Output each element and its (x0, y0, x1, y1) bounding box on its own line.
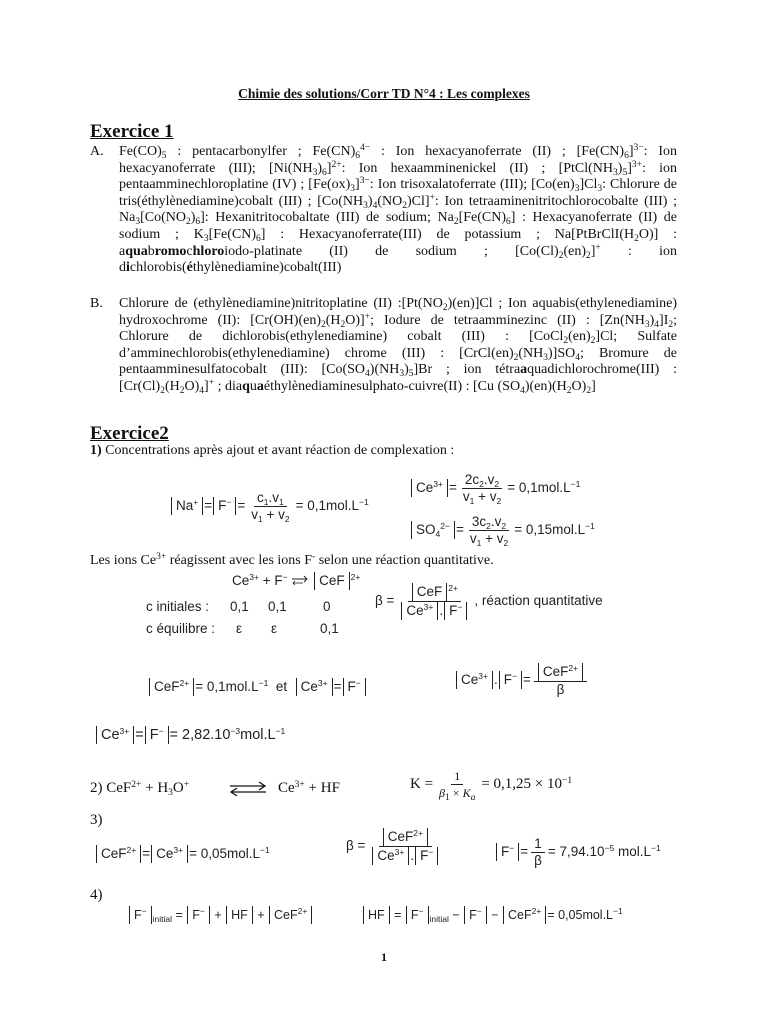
question-2-line: 2) $CeF^{2+} + H_3O^+$ (90, 780, 190, 798)
ions-sentence-part-3: selon une réaction quantitative. (315, 553, 494, 568)
equation-na-f: Na+ = F− = $\frac{c_1.v_1}{v_1 + v_2}$ = $0,1mol.L^{-1}$ (170, 490, 369, 523)
complexation-reaction: $Ce^{3+} + F^-$ CeF $^{2+}$ (232, 572, 361, 588)
beta-definition: β = $\frac{CeF ^{2+}}{Ce^{3+} . F^-}$ , réaction quantitative (375, 583, 603, 618)
question-4-number: 4) (90, 887, 103, 903)
equation-q4-balance: $F^-_{initial} = F^-$ + HF + CeF$^{2+}$ (128, 906, 313, 924)
exercise-1-part-a: $Fe(CO)_5$ : pentacarbonylfer ; $Fe(CN)_6^{4-}$ : Ion hexacyanoferrate (II) ; $[Fe(CN)_6]^{3-}$: Ion hexacyanoferrate (III); $[Ni(NH_3)_6]^{2+}$: Ion hexaamminenickel (II) ; $[PtCl(NH_3)_5]^{3+}$: ion pentaamminechloroplatine (IV) ; $[Fe(ox)_3]^{3-}$: Ion trisoxalatoferrate (III); $[Co(en)_3]Cl_3$: Chlorure de tris(éthylènediamine)cobalt (III) ; $[Co(NH_3)_4(NO_2)Cl]^+$: Ion tetraaminenitritochlorocobalte (III) ; $Na_3[Co(NO_2)_6]$: Hexanitritocobaltate (III) de sodium; $Na_2[Fe(CN)_6]$ : Hexacyanoferrate (II) de sodium ; $K_3[Fe(CN)_6]$ : Hexacyanoferrate(III) de potassium ; $Na[PtBrClI(H_2O)]$ : aquabromochloroiodo-platinate (II) de sodium ; $[Co(Cl)_2(en)_2]^+$ : ion dichlorobis(éthylènediamine)cobalt(III) (119, 143, 678, 276)
c-init-value: 0,1 (268, 599, 287, 614)
equation-product: $Ce^{3+}$ . F− = $\frac{CeF^{2+}}{\beta}$ (455, 663, 590, 698)
c-eq-value: ε (236, 621, 243, 636)
question-1-text: Concentrations après ajout et avant réaction de complexation : (105, 443, 455, 458)
equation-q3-f: F− = $\frac{1}{\beta}$ = $7,94.10^{-5}$ $mol.L^{-1}$ (495, 836, 661, 869)
equation-cef-equilibrium: $CeF^{2+} = 0,1mol.L^{-1}$ et $Ce^{3+} = F^-$ (148, 678, 367, 696)
equation-q4-hf: HF = $F^-_{initial} - F^- - CeF^{2+} = 0,05mol.L^{-1}$ (362, 906, 623, 924)
value-ce-final: = 2,82.10 (169, 727, 231, 743)
c-equilibre-label: c équilibre : (146, 621, 216, 636)
exercise-1-part-b: Chlorure de (ethylènediamine)nitritoplatine (II) $:[Pt(NO_2)(en)]Cl$ ; Ion aquabis(ethylenediamine) hydroxochrome (II): $[Cr(OH)(en)_2(H_2O)]^+$; Iodure de tetraamminezinc (II) : $[Zn(NH_3)_4]I_2$; Chlorure de dichlorobis(ethylenediamine) cobalt (III) : $[CoCl_2(en)_2]Cl$; Sulfate d’amminechlorobis(ethylenediamine) chrome (III) : $[CrCl(en)_2(NH_3)]SO_4$; Bromure de pentaamminesulfatocobalt (III): $[Co(SO_4)(NH_3)_5]Br$ ; ion tétraaquadichlorochrome(III) : $[Cr(Cl)_2(H_2O)_4]^+$ ; diaquaéthylènediaminesulphato-cuivre(II) : [Cu $(SO_4)(en)(H_2O)_2$] (119, 296, 678, 396)
equilibrium-arrow-icon (228, 780, 268, 798)
question-3-number: 3) (90, 812, 103, 828)
c-init-value: 0,1 (230, 599, 249, 614)
ions-sentence-part-2: réagissent avec les ions F (166, 553, 313, 568)
value-cef: = 0,1mol.L (195, 679, 259, 694)
q4-value: = 0,05mol.L (547, 908, 614, 922)
ions-sentence-part-1: Les ions Ce (90, 553, 157, 568)
question-1-number: 1) (90, 443, 102, 458)
q3-value-1: = 0,05mol.L (189, 846, 260, 861)
equilibrium-constant: K = $\frac{1}{\beta_1 \times K_a}$ = $0,1,25 \times 10^{-1}$ (410, 769, 573, 803)
question-2-number: 2) (90, 780, 103, 796)
k-value: = 0,1,25 × 10 (481, 775, 562, 792)
c-init-value: 0 (323, 599, 331, 614)
equation-ce-final: $Ce^{3+} = F^- = 2,82.10^{-3}mol.L^{-1}$ (95, 726, 285, 744)
value-so4: = 0,15mol.L (514, 522, 586, 538)
page-title: Chimie des solutions/Corr TD N°4 : Les complexes (238, 86, 530, 101)
question-1-line (90, 443, 454, 459)
et-word: et (275, 679, 288, 694)
exercise-2-heading: Exercice2 (90, 423, 169, 444)
item-a-label: A. (90, 144, 104, 159)
q3-value-2: = 7,94.10 (547, 844, 605, 860)
equation-q3-beta: β = $\frac{CeF^{2+}}{Ce^{3+} . F^-}$ (346, 828, 445, 865)
c-eq-value: 0,1 (320, 621, 339, 636)
ions-sentence: Les ions $Ce^{3+}$ réagissent avec les ions F- selon une réaction quantitative. (90, 552, 494, 568)
equation-so4: $SO_4^{2-}$ = $\frac{3c_2.v_2}{v_1 + v_2}$ = $0,15mol.L^{-1}$ (410, 514, 595, 547)
c-initiales-label: c initiales : (146, 599, 210, 614)
value-ce: = 0,1mol.L (507, 480, 571, 496)
exercise-1-heading: Exercice 1 (90, 121, 174, 142)
reaction-note: , réaction quantitative (474, 593, 603, 609)
c-eq-value: ε (271, 621, 278, 636)
value-na: = 0,1mol.L (295, 498, 360, 514)
question-2-products: $Ce^{3+}$ + HF (278, 780, 340, 796)
item-b-label: B. (90, 296, 103, 311)
equation-q3-concentrations: $CeF^{2+} = Ce^{3+} = 0,05mol.L^{-1}$ (95, 845, 270, 863)
equation-ce: $Ce^{3+}$ = $\frac{2c_2.v_2}{v_1 + v_2}$ = $0,1mol.L^{-1}$ (410, 472, 580, 505)
page-number: 1 (381, 950, 387, 964)
